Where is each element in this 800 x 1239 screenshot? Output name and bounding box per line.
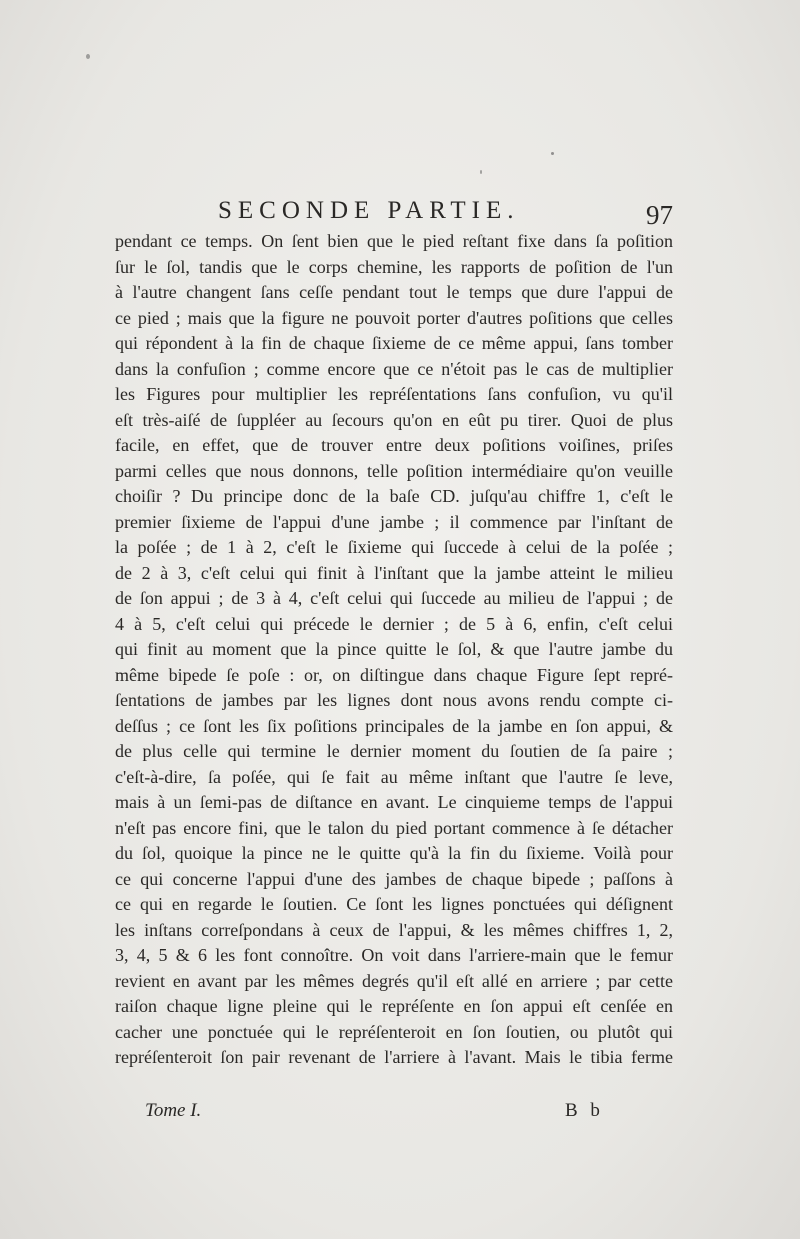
text-line: choiſir ? Du principe donc de la baſe CD. juſqu'au chiffre 1, c'eſt le xyxy=(115,486,673,506)
text-line: de ſon appui ; de 3 à 4, c'eſt celui qui ſuccede au milieu de l'appui ; de xyxy=(115,588,673,608)
text-line: n'eſt pas encore fini, que le talon du pied portant commence à ſe détacher xyxy=(115,817,673,838)
ink-speck xyxy=(86,54,90,59)
body-text xyxy=(115,229,673,1071)
text-line: 3, 4, 5 & 6 les font connoître. On voit dans l'arriere-main que le femur xyxy=(115,945,673,965)
text-line: de 2 à 3, c'eſt celui qui finit à l'inſtant que la jambe atteint le milieu xyxy=(115,562,673,583)
ink-speck xyxy=(480,170,482,174)
text-line: les Figures pour multiplier les repréſentations ſans confuſion, vu qu'il xyxy=(115,384,673,404)
page-footer xyxy=(145,1100,605,1126)
text-line: deſſus ; ce ſont les ſix poſitions principales de la jambe en ſon appui, & xyxy=(115,715,673,736)
text-line: parmi celles que nous donnons, telle poſition intermédiaire qu'on veuille xyxy=(115,460,673,481)
text-line: les inſtans correſpondans à ceux de l'appui, & les mêmes chiffres 1, 2, xyxy=(115,919,673,940)
text-line: ce qui en regarde le ſoutien. Ce ſont les lignes ponctuées qui déſignent xyxy=(115,894,673,914)
text-line: dans la confuſion ; comme encore que ce n'étoit pas le cas de multiplier xyxy=(115,358,673,379)
text-line: c'eſt-à-dire, ſa poſée, qui ſe fait au même inſtant que l'autre ſe leve, xyxy=(115,766,673,787)
text-line: de plus celle qui termine le dernier moment du ſoutien de ſa paire ; xyxy=(115,741,673,761)
text-line: ſur le ſol, tandis que le corps chemine, les rapports de poſition de l'un xyxy=(115,256,673,277)
text-line: à l'autre changent ſans ceſſe pendant tout le temps que dure l'appui de xyxy=(115,282,673,302)
text-line: eſt très-aiſé de ſuppléer au ſecours qu'on en eût pu tirer. Quoi de plus xyxy=(115,409,673,430)
text-line: repréſenteroit ſon pair revenant de l'arriere à l'avant. Mais le tibia ferme xyxy=(115,1047,673,1067)
text-line: même bipede ſe poſe : or, on diſtingue dans chaque Figure ſept repré- xyxy=(115,664,673,685)
text-line: premier ſixieme de l'appui d'une jambe ; il commence par l'inſtant de xyxy=(115,511,673,532)
running-title: SECONDE PARTIE. xyxy=(218,197,520,224)
text-line: 4 à 5, c'eſt celui qui précede le dernier ; de 5 à 6, enfin, c'eſt celui xyxy=(115,613,673,634)
page-header xyxy=(115,196,685,232)
text-line: mais à un ſemi-pas de diſtance en avant. Le cinquieme temps de l'appui xyxy=(115,792,673,812)
page-number: 97 xyxy=(646,200,673,230)
text-line: du ſol, quoique la pince ne le quitte qu'à la fin du ſixieme. Voilà pour xyxy=(115,843,673,863)
text-line: ce pied ; mais que la figure ne pouvoit porter d'autres poſitions que celles xyxy=(115,307,673,328)
volume-label: Tome I. xyxy=(145,1100,202,1121)
text-line: pendant ce temps. On ſent bien que le pied reſtant fixe dans ſa poſition xyxy=(115,231,673,251)
text-line: revient en avant par les mêmes degrés qu'il eſt allé en arriere ; par cette xyxy=(115,970,673,991)
text-line: ſentations de jambes par les lignes dont nous avons rendu compte ci- xyxy=(115,690,673,710)
text-line: raiſon chaque ligne pleine qui le repréſente en ſon appui eſt cenſée en xyxy=(115,996,673,1016)
text-line: qui finit au moment que la pince quitte le ſol, & que l'autre jambe du xyxy=(115,639,673,659)
text-line: la poſée ; de 1 à 2, c'eſt le ſixieme qui ſuccede à celui de la poſée ; xyxy=(115,537,673,557)
text-line: qui répondent à la fin de chaque ſixieme de ce même appui, ſans tomber xyxy=(115,333,673,353)
ink-speck xyxy=(551,152,554,155)
text-line: facile, en effet, que de trouver entre deux poſitions voiſines, priſes xyxy=(115,435,673,455)
signature-mark: B b xyxy=(565,1100,604,1121)
text-line: ce qui concerne l'appui d'une des jambes de chaque bipede ; paſſons à xyxy=(115,868,673,889)
text-line: cacher une ponctuée qui le repréſenteroit en ſon ſoutien, ou plutôt qui xyxy=(115,1021,673,1042)
